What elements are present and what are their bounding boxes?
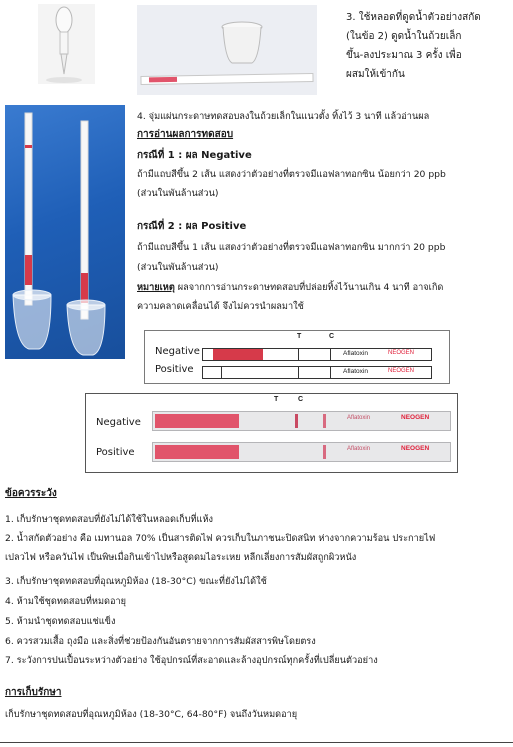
note-text: ผลจากการอ่านกระดาษทดสอบที่ปล่อยทิ้งไว้นานเกิน 4 นาที อาจเกิด (174, 282, 444, 293)
precaution-item: 5. ห้ามนำชุดทดสอบแช่แข็ง (5, 616, 116, 627)
photo-strip-negative (152, 411, 451, 431)
precaution-item: 1. เก็บรักษาชุดทดสอบที่ยังไม่ได้ใช้ในหลอดเก็บที่แห้ง (5, 514, 214, 525)
diagram-brand: NEOGEN (388, 368, 415, 374)
storage-section (5, 685, 511, 725)
photo-strip-positive (152, 442, 451, 462)
step-4-block (137, 109, 511, 319)
reading-results-heading: การอ่านผลการทดสอบ (137, 129, 234, 140)
case-2-title: กรณีที่ 2 : ผล Positive (137, 221, 247, 232)
pipette-illustration (38, 4, 95, 84)
diagram-strip-positive (202, 366, 432, 379)
precautions-heading: ข้อควรระวัง (5, 488, 57, 499)
diagram-row-label: Positive (155, 364, 194, 375)
precaution-item: 3. เก็บรักษาชุดทดสอบที่อุณหภูมิห้อง (18-30°C) ขณะที่ยังไม่ได้ใช้ (5, 576, 267, 587)
precaution-item: 7. ระวังการปนเปื้อนระหว่างตัวอย่าง ใช้อุปกรณ์ที่สะอาดและล้างอุปกรณ์ทุกครั้งที่เปลี่ยนตัวอย่าง (5, 655, 378, 666)
step-3-line: (ในข้อ 2) ดูดน้ำในถ้วยเล็ก (346, 31, 462, 42)
step-3-instruction (346, 10, 511, 90)
photo-pipette (38, 4, 95, 84)
case-2-text: ถ้ามีแถบสีขึ้น 1 เส้น แสดงว่าตัวอย่างที่ตรวจมีแอฟลาทอกซิน มากกว่า 20 ppb (137, 242, 446, 253)
diagram-strip-text: Aflatoxin (343, 368, 368, 375)
case-1-text: ถ้ามีแถบสีขึ้น 2 เส้น แสดงว่าตัวอย่างที่ตรวจมีแอฟลาทอกซิน น้อยกว่า 20 ppb (137, 169, 446, 180)
diagram-brand: NEOGEN (388, 350, 415, 356)
photo-brand: NEOGEN (401, 414, 430, 421)
precaution-item: 6. ควรสวมเสื้อ ถุงมือ และสิ่งที่ช่วยป้องกันอันตรายจากการสัมผัสสารพิษโดยตรง (5, 636, 316, 647)
step-3-line: 3. ใช้หลอดที่ดูดน้ำตัวอย่างสกัด (346, 12, 481, 23)
storage-heading: การเก็บรักษา (5, 687, 62, 698)
diagram-strip-negative (202, 348, 432, 361)
diagram-t-label: T (297, 333, 302, 340)
photo-strips-in-cups (5, 105, 125, 359)
precaution-item: 2. น้ำสกัดตัวอย่าง คือ เมทานอล 70% เป็นสารติดไฟ ควรเก็บในภาชนะปิดสนิท ห่างจากความร้อน ประกายไฟ (5, 533, 436, 544)
photo-strip-text: Aflatoxin (347, 446, 371, 452)
step-3-line: ผสมให้เข้ากัน (346, 69, 405, 80)
diagram-strip-text: Aflatoxin (343, 350, 368, 357)
cup-illustration (137, 5, 317, 95)
storage-text: เก็บรักษาชุดทดสอบที่อุณหภูมิห้อง (18-30°C, 64-80°F) จนถึงวันหมดอายุ (5, 709, 298, 720)
photo-strips-panel (85, 393, 458, 473)
photo-cup-and-strip (137, 5, 317, 95)
photo-strip-text: Aflatoxin (347, 415, 371, 421)
precaution-item: 4. ห้ามใช้ชุดทดสอบที่หมดอายุ (5, 596, 127, 607)
case-2-text: (ส่วนในพันล้านส่วน) (137, 262, 219, 273)
diagram-row-label: Negative (155, 346, 200, 357)
note-label: หมายเหตุ (137, 282, 175, 293)
case-1-text: (ส่วนในพันล้านส่วน) (137, 188, 219, 199)
strips-in-cups-illustration (5, 105, 125, 359)
note-text: ความคลาดเคลื่อนได้ จึงไม่ควรนำผลมาใช้ (137, 301, 304, 312)
precaution-item: เปลวไฟ หรือควันไฟ เป็นพิษเมื่อกินเข้าไปหรือสูดดมไอระเหย หลีกเลี่ยงการสัมผัสถูกผิวหนัง (5, 552, 357, 563)
photo-brand: NEOGEN (401, 445, 430, 452)
photo-t-label: T (274, 396, 279, 403)
case-1-title: กรณีที่ 1 : ผล Negative (137, 150, 252, 161)
step-3-line: ขึ้น-ลงประมาณ 3 ครั้ง เพื่อ (346, 50, 462, 61)
photo-row-label: Positive (96, 447, 135, 458)
precautions-section (5, 486, 511, 672)
strip-diagram (144, 330, 450, 384)
diagram-c-label: C (329, 333, 335, 340)
step-4-instruction: 4. จุ่มแผ่นกระดาษทดสอบลงในถ้วยเล็กในแนวตั้ง ทิ้งไว้ 3 นาที แล้วอ่านผล (137, 111, 430, 122)
bottom-divider (0, 742, 513, 743)
photo-c-label: C (298, 396, 304, 403)
photo-row-label: Negative (96, 417, 141, 428)
